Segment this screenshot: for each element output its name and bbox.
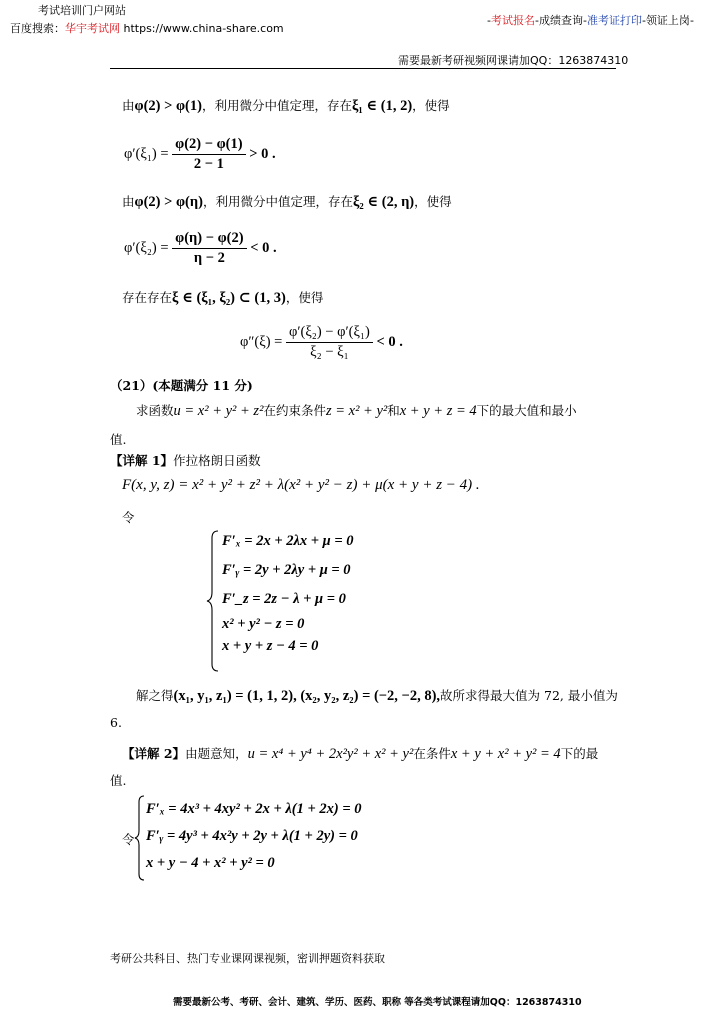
line-1 — [122, 96, 450, 115]
eq3-fraction — [286, 324, 373, 361]
eq1-num: φ(2) − φ(1) — [172, 136, 245, 155]
system-1-eq-4: x² + y² − z = 0 — [222, 616, 305, 632]
sol1-label: 【详解 1】 — [110, 453, 174, 468]
nav-sep: - — [487, 14, 491, 27]
system-2-brace — [134, 795, 146, 881]
search-prefix: 百度搜索： — [10, 22, 65, 35]
header-rule — [110, 68, 616, 69]
line3-pre: 存在存在 — [122, 290, 173, 305]
sol2-label: 【详解 2】 — [122, 746, 186, 761]
lagrange-function: F(x, y, z) = x² + y² + z² + λ(x² + y² − z) + μ(x + y + z − 4) . — [122, 477, 480, 493]
solution-1-heading — [110, 451, 261, 469]
sol1-ling: 令 — [122, 510, 135, 525]
footer-line-2: 需要最新公考、考研、会计、建筑、学历、医药、职称 等各类考试课程请加QQ：1263874310 — [173, 997, 582, 1008]
footer-line-1: 考研公共科目、热门专业课网课视频，密训押题资料获取 — [110, 952, 385, 965]
line2-pre: 由 — [122, 194, 135, 209]
eq2-rhs: < 0 . — [250, 239, 277, 256]
line-2 — [122, 192, 452, 211]
eq2-den: η − 2 — [193, 250, 225, 266]
system-1-eq-1: F′ₓ = 2x + 2λx + μ = 0 — [222, 533, 354, 549]
nav-zhunkaozheng-link[interactable]: 准考证打印 — [586, 14, 642, 27]
line2-post: ，使得 — [414, 194, 452, 209]
line2-cond: φ(2) > φ(η) — [134, 194, 203, 210]
q21-post: 下的最大值和最小 — [476, 403, 577, 418]
equation-1 — [124, 136, 276, 173]
line3-expr: ξ ∈ (ξ₁, ξ₂) ⊂ (1, 3) — [172, 290, 286, 306]
q21-mid1: 在约束条件 — [263, 403, 326, 418]
line-3 — [122, 288, 323, 307]
header-qq-line: 需要最新考研视频网课请加QQ：1263874310 — [398, 54, 629, 67]
line1-xi: ξ₁ ∈ (1, 2) — [351, 98, 413, 114]
eq3-den: ξ₂ − ξ₁ — [310, 344, 349, 360]
sol2-tail: 值. — [110, 773, 127, 788]
equation-2 — [124, 230, 277, 267]
sol1-answer-pre: 解之得 — [136, 688, 174, 703]
sol1-text: 作拉格朗日函数 — [173, 453, 261, 468]
eq1-rhs: > 0 . — [249, 145, 276, 162]
question-21-text — [136, 401, 577, 420]
nav-lingzheng-link[interactable]: 领证上岗 — [645, 14, 690, 27]
eq2-lhs: φ′(ξ₂) = — [124, 239, 169, 256]
top-nav — [487, 12, 694, 28]
sol2-text: 由题意知， — [185, 746, 248, 761]
q21-c2: x + y + z = 4 — [399, 403, 477, 419]
system-2-eq-1: F′ₓ = 4x³ + 4xy² + 2x + λ(1 + 2x) = 0 — [146, 801, 362, 817]
q21-func: u = x² + y² + z² — [173, 403, 264, 419]
system-2-eq-3: x + y − 4 + x² + y² = 0 — [146, 855, 275, 871]
sol1-answer-expr: (x₁, y₁, z₁) = (1, 1, 2), (x₂, y₂, z₂) = (−2, −2, 8), — [173, 688, 441, 704]
nav-sep: - — [689, 14, 694, 27]
site-title: 考试培训门户网站 — [38, 4, 126, 17]
solution-1-answer — [136, 686, 618, 705]
q21-pre: 求函数 — [136, 403, 174, 418]
eq3-rhs: < 0 . — [376, 333, 403, 350]
site-url-link[interactable]: https://www.china-share.com — [123, 22, 284, 35]
line1-pre: 由 — [122, 98, 135, 113]
equation-3 — [240, 324, 403, 361]
line1-cond: φ(2) > φ(1) — [134, 98, 202, 114]
solution-2-heading — [122, 744, 598, 763]
question-21-title: （21）(本题满分 11 分) — [110, 378, 253, 393]
nav-chengji-chaxun-link[interactable]: 成绩查询 — [538, 14, 583, 27]
line1-post: ，使得 — [412, 98, 450, 113]
eq1-lhs: φ′(ξ₁) = — [124, 145, 169, 162]
line1-mid: ，利用微分中值定理，存在 — [201, 98, 352, 113]
line3-post: ，使得 — [285, 290, 324, 305]
sol2-post: 下的最 — [560, 746, 599, 761]
line2-xi: ξ₂ ∈ (2, η) — [352, 194, 415, 210]
sol2-mid: 在条件 — [413, 746, 451, 761]
sol2-func: u = x⁴ + y⁴ + 2x²y² + x² + y² — [247, 746, 414, 762]
eq1-den: 2 − 1 — [193, 156, 224, 172]
q21-mid2: 和 — [387, 403, 400, 418]
q21-c1: z = x² + y² — [325, 403, 388, 419]
q21-tail: 值. — [110, 432, 127, 447]
search-brand-link[interactable]: 华宇考试网 — [65, 22, 120, 35]
system-1-eq-2: F′ᵧ = 2y + 2λy + μ = 0 — [222, 562, 351, 578]
system-1-brace — [206, 530, 220, 672]
nav-sep: - — [582, 14, 587, 27]
system-2-eq-2: F′ᵧ = 4y³ + 4x²y + 2y + λ(1 + 2y) = 0 — [146, 828, 358, 844]
system-1-eq-3: F′_z = 2z − λ + μ = 0 — [222, 591, 346, 607]
sol2-ling: 令 — [122, 832, 135, 847]
nav-sep: - — [641, 14, 646, 27]
sol1-answer-post: 故所求得最大值为 72, 最小值为 — [440, 688, 618, 703]
search-hint — [10, 20, 284, 36]
system-1-eq-5: x + y + z − 4 = 0 — [222, 638, 319, 654]
nav-kaoshi-baoming-link[interactable]: 考试报名 — [490, 14, 535, 27]
eq3-lhs: φ″(ξ) = — [240, 333, 283, 350]
eq3-num: φ′(ξ₂) − φ′(ξ₁) — [286, 324, 373, 343]
nav-sep: - — [534, 14, 539, 27]
sol2-cond: x + y + x² + y² = 4 — [450, 746, 561, 762]
eq2-num: φ(η) − φ(2) — [172, 230, 246, 249]
eq1-fraction — [172, 136, 245, 173]
sol1-answer-tail: 6. — [110, 715, 122, 730]
line2-mid: ，利用微分中值定理，存在 — [202, 194, 353, 209]
eq2-fraction — [172, 230, 246, 267]
